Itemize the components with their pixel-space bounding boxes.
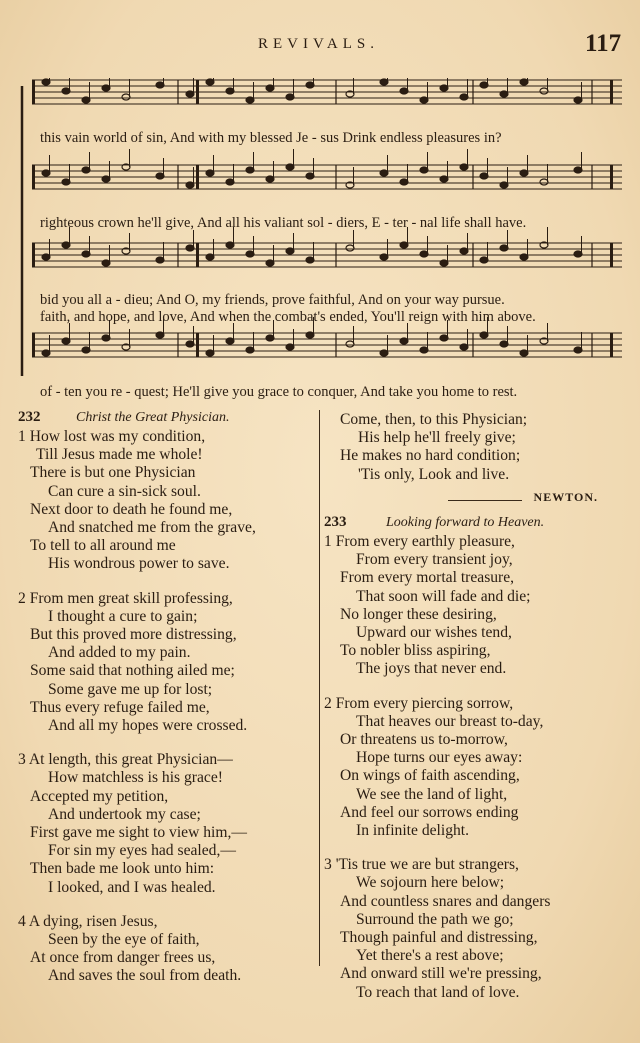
note-head	[460, 164, 468, 170]
verse-line: At once from danger frees us,	[30, 949, 216, 967]
verse-line: Till Jesus made me whole!	[36, 446, 203, 464]
lyric-line: righteous crown he'll give, And all his valiant sol - diers, E - ter - nal life shall have.	[40, 215, 527, 231]
note-head	[460, 344, 468, 350]
note-head	[420, 347, 428, 353]
note-head	[540, 88, 548, 94]
verse-line: Some said that nothing ailed me;	[30, 662, 235, 680]
verse-line: We see the land of light,	[356, 785, 508, 803]
note-head	[102, 176, 110, 182]
note-head	[186, 245, 194, 251]
note-head	[420, 97, 428, 103]
verse-line: Seen by the eye of faith,	[48, 931, 200, 949]
note-head	[440, 85, 448, 91]
hymn-232-continued	[340, 411, 610, 506]
note-head	[460, 248, 468, 254]
verse-line: Or threatens us to-morrow,	[340, 731, 508, 749]
note-head	[440, 335, 448, 341]
note-head	[520, 350, 528, 356]
note-head	[286, 164, 294, 170]
lyric-line: of - ten you re - quest; He'll give you grace to conquer, And take you home to rest.	[40, 384, 518, 400]
note-head	[574, 97, 582, 103]
note-head	[286, 94, 294, 100]
note-head	[206, 170, 214, 176]
note-head	[102, 85, 110, 91]
note-head	[460, 94, 468, 100]
verse-line: 3 'Tis true we are but strangers,	[324, 856, 519, 874]
verse-line: In infinite delight.	[356, 822, 470, 840]
verse-line: From every mortal treasure,	[340, 569, 515, 587]
note-head	[380, 79, 388, 85]
note-head	[122, 94, 130, 100]
verse-line: 2 From every piercing sorrow,	[324, 694, 514, 712]
note-head	[574, 347, 582, 353]
verse-line: Some gave me up for lost;	[48, 680, 213, 698]
note-head	[42, 254, 50, 260]
note-head	[500, 341, 508, 347]
verse-line: How matchless is his grace!	[48, 769, 223, 787]
note-head	[156, 173, 164, 179]
column-rule	[319, 410, 320, 966]
note-head	[400, 88, 408, 94]
verse-line: That soon will fade and die;	[356, 587, 531, 605]
note-head	[226, 179, 234, 185]
verse-line: Hope turns our eyes away:	[356, 749, 523, 767]
verse-line: Accepted my petition,	[30, 787, 169, 805]
note-head	[306, 82, 314, 88]
note-head	[306, 173, 314, 179]
note-head	[400, 338, 408, 344]
verse-line: That heaves our breast to-day,	[356, 712, 544, 730]
verse-line: Then bade me look unto him:	[30, 860, 215, 878]
verse-line: 3 At length, this great Physician—	[18, 751, 233, 769]
hymn-title: Christ the Great Physician.	[76, 410, 230, 425]
note-head	[42, 79, 50, 85]
note-head	[246, 167, 254, 173]
note-head	[286, 248, 294, 254]
hymn-number: 232	[18, 409, 41, 425]
verse-line: 'Tis only, Look and live.	[358, 465, 510, 483]
note-head	[226, 242, 234, 248]
verse-line: And onward still we're pressing,	[340, 965, 542, 983]
note-head	[62, 338, 70, 344]
hymn-heading	[324, 513, 624, 533]
note-head	[574, 167, 582, 173]
hymn-232	[18, 408, 314, 986]
verse-line: 2 From men great skill professing,	[18, 589, 233, 607]
note-head	[186, 91, 194, 97]
note-head	[186, 182, 194, 188]
note-head	[500, 91, 508, 97]
verse-line: And snatched me from the grave,	[48, 519, 256, 537]
verse-line: Upward our wishes tend,	[356, 624, 512, 642]
verse-line: The joys that never end.	[356, 660, 507, 678]
verse-line: And all my hopes were crossed.	[48, 717, 248, 735]
note-head	[246, 347, 254, 353]
note-head	[440, 260, 448, 266]
hymn-number: 233	[324, 514, 347, 530]
page-number: 117	[585, 30, 622, 57]
note-head	[380, 170, 388, 176]
verse-line: No longer these desiring,	[340, 605, 497, 623]
note-head	[156, 257, 164, 263]
note-head	[346, 245, 354, 251]
note-head	[400, 179, 408, 185]
verse-line: And countless snares and dangers	[340, 892, 551, 910]
note-head	[480, 173, 488, 179]
verse-line: And undertook my case;	[48, 805, 201, 823]
note-head	[480, 257, 488, 263]
verse-line: 1 How lost was my condition,	[18, 428, 206, 445]
note-head	[440, 176, 448, 182]
verse-line: Next door to death he found me,	[30, 500, 233, 518]
verse-line: On wings of faith ascending,	[340, 767, 520, 785]
note-head	[102, 335, 110, 341]
note-head	[520, 170, 528, 176]
note-head	[82, 97, 90, 103]
verse-line: From every transient joy,	[356, 551, 513, 569]
note-head	[266, 176, 274, 182]
note-head	[520, 79, 528, 85]
note-head	[306, 257, 314, 263]
note-head	[574, 251, 582, 257]
note-head	[520, 254, 528, 260]
note-head	[400, 242, 408, 248]
lyric-line: faith, and hope, and love, And when the combat's ended, You'll reign with him above.	[40, 309, 536, 325]
note-head	[156, 332, 164, 338]
author-attribution: NEWTON.	[533, 489, 598, 504]
note-head	[42, 350, 50, 356]
hymn-divider	[448, 500, 522, 501]
hymn-title: Looking forward to Heaven.	[386, 515, 545, 530]
note-head	[42, 170, 50, 176]
lyric-line: this vain world of sin, And with my blessed Je - sus Drink endless pleasures in?	[40, 130, 502, 146]
note-head	[226, 338, 234, 344]
music-score	[18, 78, 622, 400]
verse-line: I looked, and I was healed.	[48, 878, 216, 896]
verse-line: Thus every refuge failed me,	[30, 698, 210, 716]
running-title: REVIVALS.	[258, 36, 379, 52]
verse-line: Can cure a sin-sick soul.	[48, 482, 201, 500]
note-head	[156, 82, 164, 88]
note-head	[246, 97, 254, 103]
note-head	[266, 85, 274, 91]
note-head	[206, 350, 214, 356]
verse-line: He makes no hard condition;	[340, 447, 521, 465]
verse-line: His help he'll freely give;	[358, 429, 516, 447]
note-head	[480, 332, 488, 338]
note-head	[82, 251, 90, 257]
note-head	[286, 344, 294, 350]
note-head	[500, 182, 508, 188]
note-head	[380, 254, 388, 260]
note-head	[306, 332, 314, 338]
verse-line: His wondrous power to save.	[48, 555, 230, 573]
hymn-heading	[18, 408, 314, 428]
note-head	[420, 167, 428, 173]
note-head	[226, 88, 234, 94]
note-head	[380, 350, 388, 356]
verse-line: Surround the path we go;	[356, 910, 514, 928]
note-head	[500, 245, 508, 251]
note-head	[266, 260, 274, 266]
note-head	[62, 242, 70, 248]
verse-line: Come, then, to this Physician;	[340, 411, 528, 428]
note-head	[82, 167, 90, 173]
note-head	[206, 79, 214, 85]
note-head	[186, 341, 194, 347]
verse-line: Yet there's a rest above;	[356, 947, 504, 965]
note-head	[266, 335, 274, 341]
verse-line: To nobler bliss aspiring,	[340, 642, 491, 660]
note-head	[480, 82, 488, 88]
verse-line: We sojourn here below;	[356, 874, 505, 892]
verse-line: To tell to all around me	[30, 537, 176, 555]
note-head	[206, 254, 214, 260]
note-head	[62, 88, 70, 94]
verse-line: To reach that land of love.	[356, 983, 520, 1001]
verse-line: And feel our sorrows ending	[340, 803, 519, 821]
verse-line: First gave me sight to view him,—	[30, 824, 247, 842]
hymn-233	[324, 513, 624, 1002]
verse-line: I thought a cure to gain;	[48, 607, 198, 625]
verse-line: But this proved more distressing,	[30, 626, 237, 644]
verse-line: And added to my pain.	[48, 644, 191, 662]
note-head	[540, 179, 548, 185]
verse-line: Though painful and distressing,	[340, 929, 538, 947]
note-head	[102, 260, 110, 266]
note-head	[420, 251, 428, 257]
verse-line: And saves the soul from death.	[48, 967, 242, 985]
note-head	[246, 251, 254, 257]
note-head	[62, 179, 70, 185]
verse-line: 1 From every earthly pleasure,	[324, 533, 515, 550]
page-header	[0, 30, 640, 60]
note-head	[346, 341, 354, 347]
verse-line: 4 A dying, risen Jesus,	[18, 912, 158, 930]
note-head	[82, 347, 90, 353]
verse-line: For sin my eyes had sealed,—	[48, 842, 236, 860]
lyric-line: bid you all a - dieu; And O, my friends, prove faithful, And on your way pursue.	[40, 292, 505, 308]
verse-line: There is but one Physician	[30, 464, 196, 482]
